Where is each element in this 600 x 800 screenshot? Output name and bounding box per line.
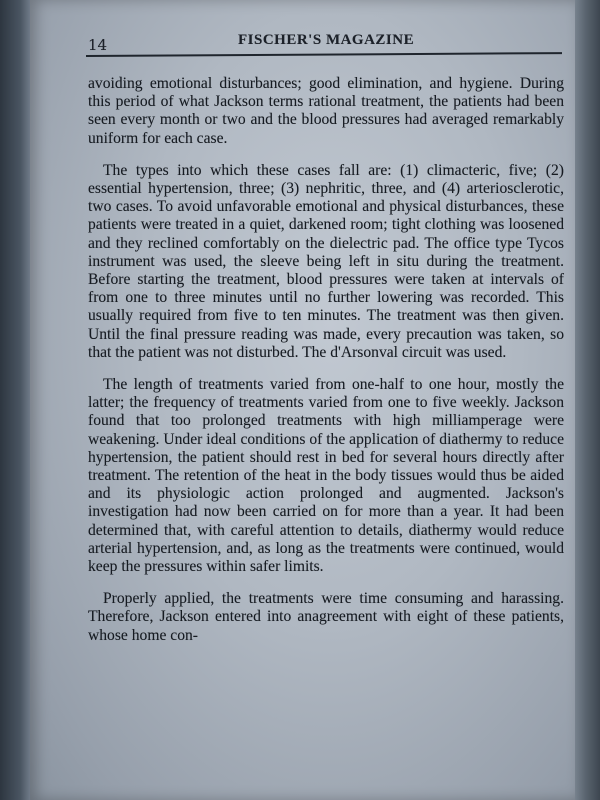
paragraph-continuation: avoiding emotional disturbances; good elimination, and hygiene. During this period of what Jackson terms rational treatment, the patients had been seen every month or two and the blood pressures had averaged remarkably uniform for each case.	[88, 75, 564, 147]
paragraph-treatment-length: The length of treatments varied from one-half to one hour, mostly the latter; the frequency of treatments varied from one to five weekly. Jackson found that too prolonged treatments with high milliamperage were weakening. Under ideal conditions of the application of diathermy to reduce hypertension, the patient should rest in bed for several hours directly after treatment. The retention of the heat in the body tissues would thus be aided and its physiologic action prolonged and augmented. Jackson's investigation had now been carried on for more than a year. It had been determined that, with careful attention to details, diathermy would reduce arterial hypertension, and, as long as the treatments were continued, would keep the pressures within safer limits.	[88, 376, 564, 576]
paragraph-types: The types into which these cases fall are: (1) climacteric, five; (2) essential hypertension, three; (3) nephritic, three, and (4) arteriosclerotic, two cases. To avoid unfavorable emotional and physical disturbances, these patients were treated in a quiet, darkened room; tight clothing was loosened and they reclined comfortably on the dielectric pad. The office type Tycos instrument was used, the sleeve being left in situ during the treatment. Before starting the treatment, blood pressures were taken at intervals of from one to three minutes until no further lowering was recorded. This usually required from five to ten minutes. The treatment was then given. Until the final pressure reading was made, every precaution was taken, so that the patient was not disturbed. The d'Arsonval circuit was used.	[88, 161, 564, 361]
article-body	[88, 75, 564, 659]
scan-shadow-right	[572, 0, 600, 800]
magazine-page	[30, 0, 575, 800]
page-number: 14	[88, 36, 108, 54]
scan-shadow-left	[0, 0, 34, 800]
running-title: FISCHER'S MAGAZINE	[238, 32, 415, 48]
paragraph-agreement: Properly applied, the treatments were time consuming and harassing. Therefore, Jackson entered into anagreement with eight of these patients, whose home con-	[88, 590, 564, 644]
